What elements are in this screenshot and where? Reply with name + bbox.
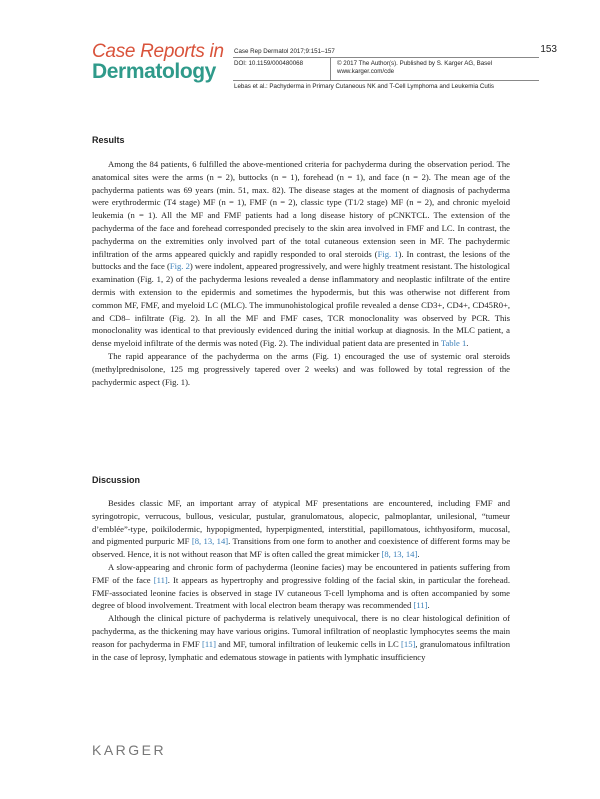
ref-link[interactable]: [15]: [401, 638, 416, 649]
header-divider-bottom: [233, 80, 539, 81]
journal-logo-line2: Dermatology: [92, 60, 216, 83]
results-heading: Results: [92, 135, 125, 145]
ref-link[interactable]: [11]: [413, 600, 428, 611]
journal-logo-line1: Case Reports in: [92, 41, 224, 62]
page-number: 153: [540, 44, 557, 55]
citation: Case Rep Dermatol 2017;9:151–157: [234, 48, 335, 55]
ref-link[interactable]: [11]: [201, 638, 216, 649]
header-vertical-divider: [330, 58, 331, 80]
journal-logo: [92, 42, 224, 82]
discussion-paragraph-1: Besides classic MF, an important array of atypical MF presentations are encountered, including FMF and syringotropic, verrucous, bullous, vesicular, pustular, granulomatous, alopecic, palmoplantar, unilesional, “tumeur d’emblée”-type, poikilodermic, hypopigmented, hyperpigmented, interstitial, papillomatous, ichthyosiform, mucosal, and pigmented purpuric MF [8, 13, 14]. Transitions from one form to another and coexistence of different forms may be observed. Hence, it is not without reason that MF is often called the great mimicker [8, 13, 14].: [92, 498, 511, 560]
results-body: [92, 158, 510, 388]
ref-link[interactable]: [8, 13, 14]: [191, 536, 229, 547]
fig-2-link[interactable]: Fig. 2: [169, 261, 190, 272]
ref-link[interactable]: [8, 13, 14]: [381, 549, 418, 560]
discussion-body: [92, 497, 510, 663]
discussion-heading: Discussion: [92, 475, 141, 485]
fig-1-link[interactable]: Fig. 1: [377, 248, 399, 259]
publisher-logo: KARGER: [92, 742, 167, 758]
table-1-link[interactable]: Table 1: [440, 338, 467, 349]
results-paragraph-1: Among the 84 patients, 6 fulfilled the above-mentioned criteria for pachyderma during the observation period. The anatomical sites were the arms (n = 2), buttocks (n = 1), forehead (n = 1), and face (n = 2). The mean age of the pachyderma patients was 69 years (min. 51, max. 82). The disease stages at the moment of diagnosis of pachyderma were erythrodermic (T4 stage) MF (n = 1), FMF (n = 2), classic type (T1/2 stage) MF (n = 2), and chronic myeloid leukemia (n = 1). All the MF and FMF patients had a long disease history of pCNKTCL. The extension of the pachyderma of the face and forehead corresponded precisely to the skin area involved in FMF and LC. In contrast, the pachyderma on the extremities only involved part of the total cutaneous extension seen in MF. The pachydermic infiltration of the arms appeared quickly and rapidly responded to oral steroids (Fig. 1). In contrast, the lesions of the buttocks and the face (Fig. 2) were indolent, appeared progressively, and were highly treatment resistant. The histological examination (Fig. 1, 2) of the pachyderma lesions revealed a dense inflammatory and neoplastic infiltrate of the entire dermis with extension to the epidermis and sometimes the hypodermis, but this was otherwise not different from common MF, FMF, and myeloid LC (MLC). The immunohistological profile revealed a dense CD3+, CD4+, CD45R0+, and CD8– infiltrate (Fig. 2). In all the MF and FMF cases, TCR monoclonality was observed by PCR. This monoclonality was identical to that previously evidenced during the initial workup at diagnosis. In the MLC patient, a dense myeloid infiltrate of the dermis was noted (Fig. 2). The individual patient data are presented in Table 1.: [92, 159, 511, 349]
ref-link[interactable]: [11]: [153, 574, 168, 585]
copyright-block: [337, 60, 542, 76]
running-title: Lebas et al.: Pachyderma in Primary Cutaneous NK and T-Cell Lymphoma and Leukemia Cutis: [234, 83, 495, 90]
discussion-paragraph-3: Although the clinical picture of pachyderma is relatively unequivocal, there is no clear histological definition of pachyderma, as the thickening may have various origins. Tumoral infiltration of neoplastic lymphocytes seems the main reason for pachyderma in FMF [11] and MF, tumoral infiltration of leukemic cells in LC [15], granulomatous infiltration in the case of leprosy, lymphatic and edematous stowage in patients with lymphatic insufficiency: [92, 613, 511, 662]
copyright: © 2017 The Author(s). Published by S. Karger AG, Basel: [337, 60, 493, 67]
results-paragraph-2: The rapid appearance of the pachyderma on the arms (Fig. 1) encouraged the use of systemic oral steroids (methylprednisolone, 125 mg progressively tapered over 2 weeks) and was followed by total regression of the pachydermic aspect (Fig. 1).: [92, 350, 510, 387]
header-divider-top: [233, 57, 539, 58]
website-link[interactable]: www.karger.com/cde: [337, 68, 395, 75]
doi[interactable]: DOI: 10.1159/000480068: [234, 60, 304, 67]
discussion-paragraph-2: A slow-appearing and chronic form of pachyderma (leonine facies) may be encountered in patients suffering from FMF of the face [11]. It appears as hypertrophy and progressive folding of the facial skin, in particular the forehead. FMF-associated leonine facies is observed in stage IV cutaneous T-cell lymphoma and is often accompanied by some degree of blood involvement. Treatment with local electron beam therapy was recommended [11].: [92, 561, 511, 611]
